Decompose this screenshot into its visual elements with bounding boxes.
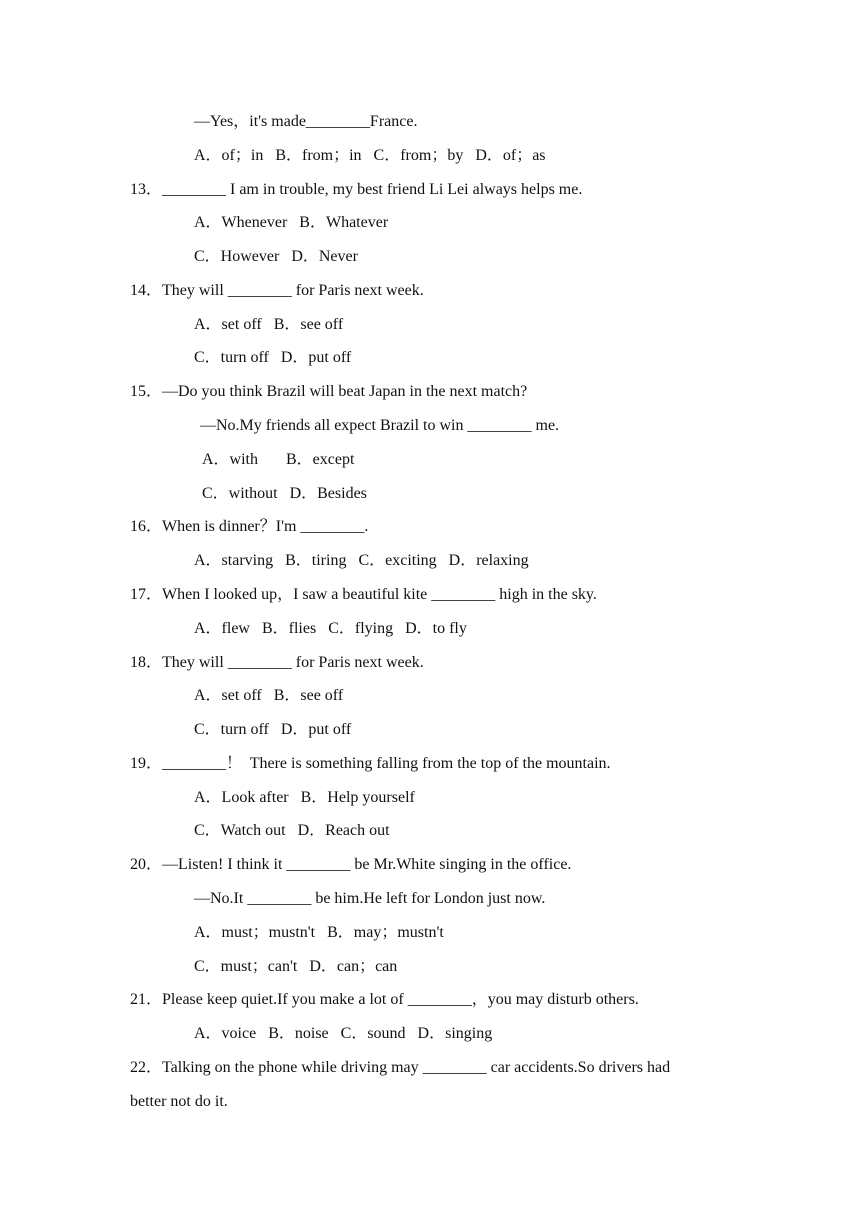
text-line-27: 21．Please keep quiet.If you make a lot of ________，you may disturb others.: [130, 991, 639, 1008]
text-line-14: A．starving B．tiring C．exciting D．relaxing: [194, 552, 529, 569]
text-line-12: C．without D．Besides: [202, 485, 367, 502]
text-line-10: —No.My friends all expect Brazil to win ________ me.: [200, 417, 560, 434]
text-line-7: A．set off B．see off: [194, 316, 344, 333]
text-line-8: C．turn off D．put off: [194, 349, 352, 366]
text-line-17: 18．They will ________ for Paris next week.: [130, 654, 424, 671]
text-line-13: 16．When is dinner？I'm ________.: [130, 518, 369, 535]
text-line-23: 20．—Listen! I think it ________ be Mr.White singing in the office.: [130, 856, 572, 873]
text-line-9: 15．—Do you think Brazil will beat Japan in the next match?: [130, 383, 528, 400]
text-line-18: A．set off B．see off: [194, 687, 344, 704]
text-line-29: 22．Talking on the phone while driving may ________ car accidents.So drivers had: [130, 1059, 671, 1076]
text-line-3: 13．________ I am in trouble, my best friend Li Lei always helps me.: [130, 181, 583, 198]
text-line-25: A．must；mustn't B．may；mustn't: [194, 924, 444, 941]
text-line-4: A．Whenever B．Whatever: [194, 214, 389, 231]
text-line-5: C．However D．Never: [194, 248, 358, 265]
text-line-30: better not do it.: [130, 1093, 228, 1110]
text-line-6: 14．They will ________ for Paris next week.: [130, 282, 424, 299]
text-line-28: A．voice B．noise C．sound D．singing: [194, 1025, 493, 1042]
text-line-20: 19．________！ There is something falling from the top of the mountain.: [130, 755, 611, 772]
text-line-11: A．with B．except: [202, 451, 355, 468]
text-line-26: C．must；can't D．can；can: [194, 958, 398, 975]
text-line-16: A．flew B．flies C．flying D．to fly: [194, 620, 467, 637]
text-line-21: A．Look after B．Help yourself: [194, 789, 415, 806]
text-line-2: A．of；in B．from；in C．from；by D．of；as: [194, 147, 546, 164]
text-line-24: —No.It ________ be him.He left for London just now.: [194, 890, 546, 907]
text-line-22: C．Watch out D．Reach out: [194, 822, 390, 839]
text-line-1: —Yes，it's made________France.: [194, 113, 418, 130]
text-line-15: 17．When I looked up，I saw a beautiful kite ________ high in the sky.: [130, 586, 597, 603]
text-line-19: C．turn off D．put off: [194, 721, 352, 738]
